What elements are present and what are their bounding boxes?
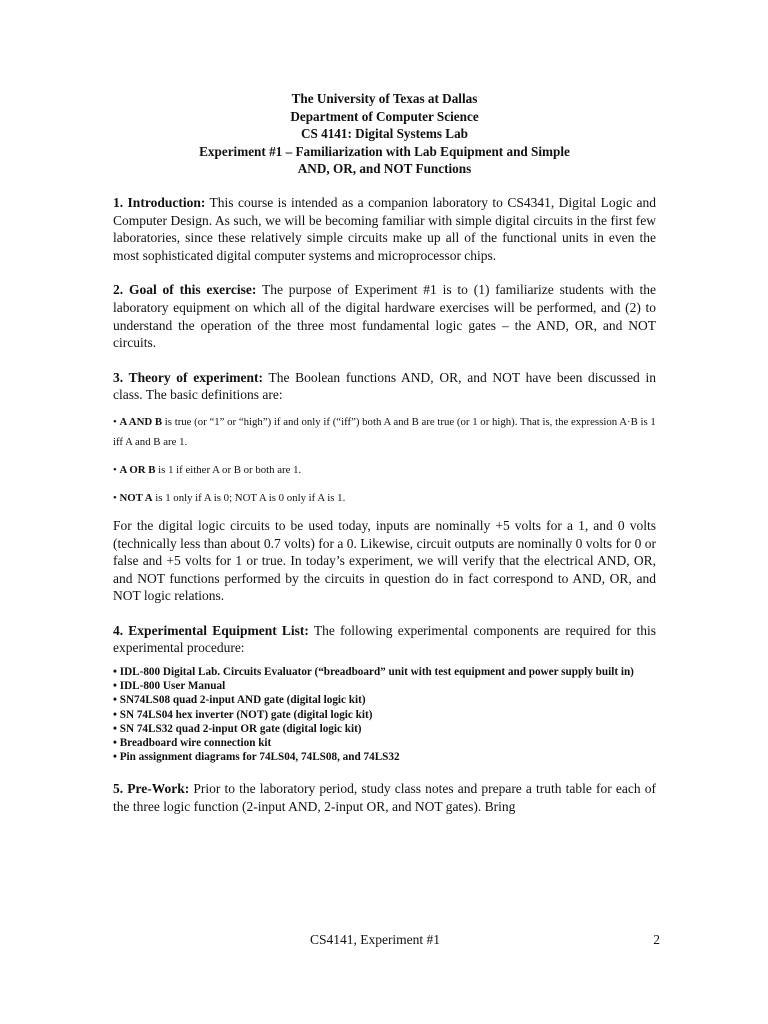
prework-text: Prior to the laboratory period, study class notes and prepare a truth table for each of the three logic function (2-input AND, 2-input OR, and NOT gates). Bring xyxy=(113,781,657,815)
section-prework xyxy=(113,780,656,815)
definition-and: • A AND B is true (or “1” or “high”) if and only if (“iff”) both A and B are true (or 1 or high). That is, the expression A·B is 1 iff A and B are 1. xyxy=(113,415,656,448)
definition-not-term: NOT A xyxy=(119,491,153,504)
section-goal xyxy=(113,281,656,351)
list-item: • IDL-800 User Manual xyxy=(113,680,226,693)
definition-or-term: A OR B xyxy=(119,463,156,476)
definition-not: • NOT A is 1 only if A is 0; NOT A is 0 only if A is 1. xyxy=(113,491,346,504)
list-item: • SN 74LS32 quad 2-input OR gate (digital logic kit) xyxy=(113,722,362,735)
page-number: 2 xyxy=(653,932,660,947)
equipment-heading: 4. Experimental Equipment List: xyxy=(113,622,309,638)
introduction-heading: 1. Introduction: xyxy=(113,194,206,210)
theory-paragraph: For the digital logic circuits to be used today, inputs are nominally +5 volts for a 1, and 0 volts (technically less than about 0.7 volts) for a 0. Likewise, circuit outputs are nominally 0 volts for 0 or false and +5 volts for 1 or true. In today’s experiment, we will verify that the electrical AND, OR, and NOT functions performed by the circuits in question do in fact correspond to AND, OR, and NOT logic relations. xyxy=(113,517,656,604)
introduction-text: This course is intended as a companion laboratory to CS4341, Digital Logic and Computer Design. As such, we will be becoming familiar with simple digital circuits in the first few laboratories, since these relatively simple circuits make up all of the functional units in even the most sophisticated digital computer systems and microprocessor chips. xyxy=(113,194,657,263)
goal-heading: 2. Goal of this exercise: xyxy=(113,282,257,298)
prework-heading: 5. Pre-Work: xyxy=(113,781,190,797)
equipment-list xyxy=(113,665,656,764)
equipment-text: The following experimental components are required for this experimental procedure: xyxy=(113,622,656,656)
definition-and-text: is true (or “1” or “high”) if and only if (“iff”) both A and B are true (or 1 or high). That is, the expression A·B is 1 iff A and B are 1. xyxy=(113,415,656,448)
list-item: • Pin assignment diagrams for 74LS04, 74LS08, and 74LS32 xyxy=(113,751,400,764)
section-equipment xyxy=(113,622,656,657)
goal-text: The purpose of Experiment #1 is to (1) familiarize students with the laboratory equipment on which all of the digital hardware exercises will be performed, and (2) to understand the operation of the three most fundamental logic gates – the AND, OR, and NOT circuits. xyxy=(113,282,656,351)
section-introduction xyxy=(113,194,656,264)
header-department: Department of Computer Science xyxy=(290,108,479,124)
header-university: The University of Texas at Dallas xyxy=(291,91,478,106)
footer-label: CS4141, Experiment #1 xyxy=(309,932,441,947)
list-item: • SN74LS08 quad 2-input AND gate (digital logic kit) xyxy=(113,694,366,707)
header-experiment-title: Experiment #1 – Familiarization with Lab Equipment and Simple xyxy=(199,143,570,159)
header-course: CS 4141: Digital Systems Lab xyxy=(300,126,469,142)
definition-and-term: A AND B xyxy=(119,415,163,428)
document-header xyxy=(113,90,656,178)
theory-heading: 3. Theory of experiment: xyxy=(113,369,263,385)
list-item: • SN 74LS04 hex inverter (NOT) gate (digital logic kit) xyxy=(113,708,373,721)
definition-or-text: is 1 if either A or B or both are 1. xyxy=(155,463,302,476)
header-experiment-subtitle: AND, OR, and NOT Functions xyxy=(297,161,472,177)
theory-text: The Boolean functions AND, OR, and NOT have been discussed in class. The basic definitions are: xyxy=(113,369,656,403)
definition-or: • A OR B is 1 if either A or B or both are 1. xyxy=(113,463,302,476)
definition-not-text: is 1 only if A is 0; NOT A is 0 only if A is 1. xyxy=(152,491,346,504)
section-theory xyxy=(113,369,656,404)
document-page xyxy=(113,90,656,816)
list-item: • IDL-800 Digital Lab. Circuits Evaluator (“breadboard” unit with test equipment and power supply built in) xyxy=(113,666,634,679)
list-item: • Breadboard wire connection kit xyxy=(113,737,272,750)
